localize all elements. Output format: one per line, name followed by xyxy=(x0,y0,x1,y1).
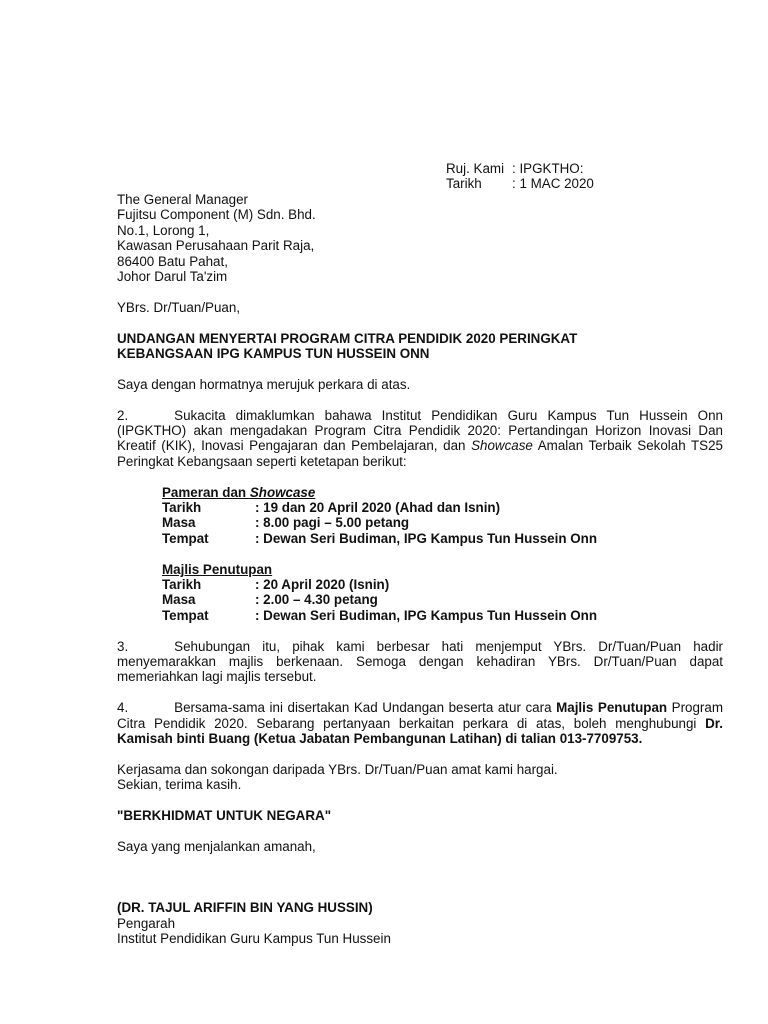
detail-row: Tarikh : 20 April 2020 (Isnin) xyxy=(162,577,390,593)
paragraph-2: 2. Sukacita dimaklumkan bahawa Institut Pendidikan Guru Kampus Tun Hussein Onn (IPGKTHO) akan mengadakan Program Citra Pendidik 2020: Pertandingan Horizon Inovasi Dan Kreatif (KIK), Inovasi Pengajaran dan Pembelajaran, dan Showcase Amalan Terbaik Sekolah TS25 Peringkat Kebangsaan seperti ketetapan berikut: xyxy=(117,407,724,469)
ruj-value: : IPGKTHO: xyxy=(512,161,584,176)
showcase-italic: Showcase xyxy=(471,438,533,454)
paragraph-number: 3. xyxy=(117,638,129,654)
address-line: Johor Darul Ta'zim xyxy=(117,269,228,285)
amanah-line: Saya yang menjalankan amanah, xyxy=(117,838,316,854)
contact-person: Dr. Kamisah binti Buang (Ketua Jabatan Pembangunan Latihan) di talian 013-7709753. xyxy=(117,715,723,747)
section-title: Majlis Penutupan xyxy=(162,561,273,577)
address-line: The General Manager xyxy=(117,192,249,207)
section-title: Pameran dan Showcase xyxy=(162,484,316,500)
subject-line: KEBANGSAAN IPG KAMPUS TUN HUSSEIN ONN xyxy=(117,346,430,362)
subject-line: UNDANGAN MENYERTAI PROGRAM CITRA PENDIDIK 2020 PERINGKAT xyxy=(117,330,578,346)
paragraph-number: 2. xyxy=(117,407,129,423)
ruj-label: Ruj. Kami xyxy=(446,161,505,176)
paragraph-3: 3. Sehubungan itu, pihak kami berbesar hati menjemput YBrs. Dr/Tuan/Puan hadir menyemarakkan majlis berkenaan. Semoga dengan kehadiran YBrs. Dr/Tuan/Puan dapat memeriahkan lagi majlis tersebut. xyxy=(117,638,723,685)
motto: "BERKHIDMAT UNTUK NEGARA" xyxy=(117,808,332,824)
tarikh-value: : 1 MAC 2020 xyxy=(512,176,594,192)
reference-block xyxy=(446,161,594,192)
detail-row: Masa : 2.00 – 4.30 petang xyxy=(162,592,378,608)
address-line: No.1, Lorong 1, xyxy=(117,222,210,238)
penutupan-section xyxy=(162,562,723,624)
detail-row: Tarikh : 19 dan 20 April 2020 (Ahad dan Isnin) xyxy=(162,500,501,516)
signatory-org: Institut Pendidikan Guru Kampus Tun Hussein xyxy=(117,931,391,947)
address-line: 86400 Batu Pahat, xyxy=(117,253,228,269)
recipient-address xyxy=(117,192,723,284)
detail-row: Tempat : Dewan Seri Budiman, IPG Kampus Tun Hussein Onn xyxy=(162,607,598,623)
detail-row: Masa : 8.00 pagi – 5.00 petang xyxy=(162,515,410,531)
signatory-name: (DR. TAJUL ARIFFIN BIN YANG HUSSIN) xyxy=(117,900,373,916)
signatory-title: Pengarah xyxy=(117,915,176,931)
closing-line: Sekian, terima kasih. xyxy=(117,777,242,793)
paragraph-4: 4. Bersama-sama ini disertakan Kad Undangan beserta atur cara Majlis Penutupan Program Citra Pendidik 2020. Sebarang pertanyaan berkaitan perkara di atas, boleh menghubungi Dr. Kamisah binti Buang (Ketua Jabatan Pembangunan Latihan) di talian 013-7709753. xyxy=(117,700,723,747)
address-line: Kawasan Perusahaan Parit Raja, xyxy=(117,238,315,254)
address-line: Fujitsu Component (M) Sdn. Bhd. xyxy=(117,207,316,223)
salutation: YBrs. Dr/Tuan/Puan, xyxy=(117,299,241,315)
detail-row: Tempat : Dewan Seri Budiman, IPG Kampus Tun Hussein Onn xyxy=(162,530,598,546)
subject-heading xyxy=(117,331,723,362)
paragraph-1: Saya dengan hormatnya merujuk perkara di atas. xyxy=(117,376,411,392)
closing-line: Kerjasama dan sokongan daripada YBrs. Dr/Tuan/Puan amat kami hargai. xyxy=(117,761,558,777)
letter-body xyxy=(117,192,723,947)
paragraph-number: 4. xyxy=(117,700,129,716)
tarikh-label: Tarikh xyxy=(446,176,482,192)
pameran-section xyxy=(162,485,723,547)
